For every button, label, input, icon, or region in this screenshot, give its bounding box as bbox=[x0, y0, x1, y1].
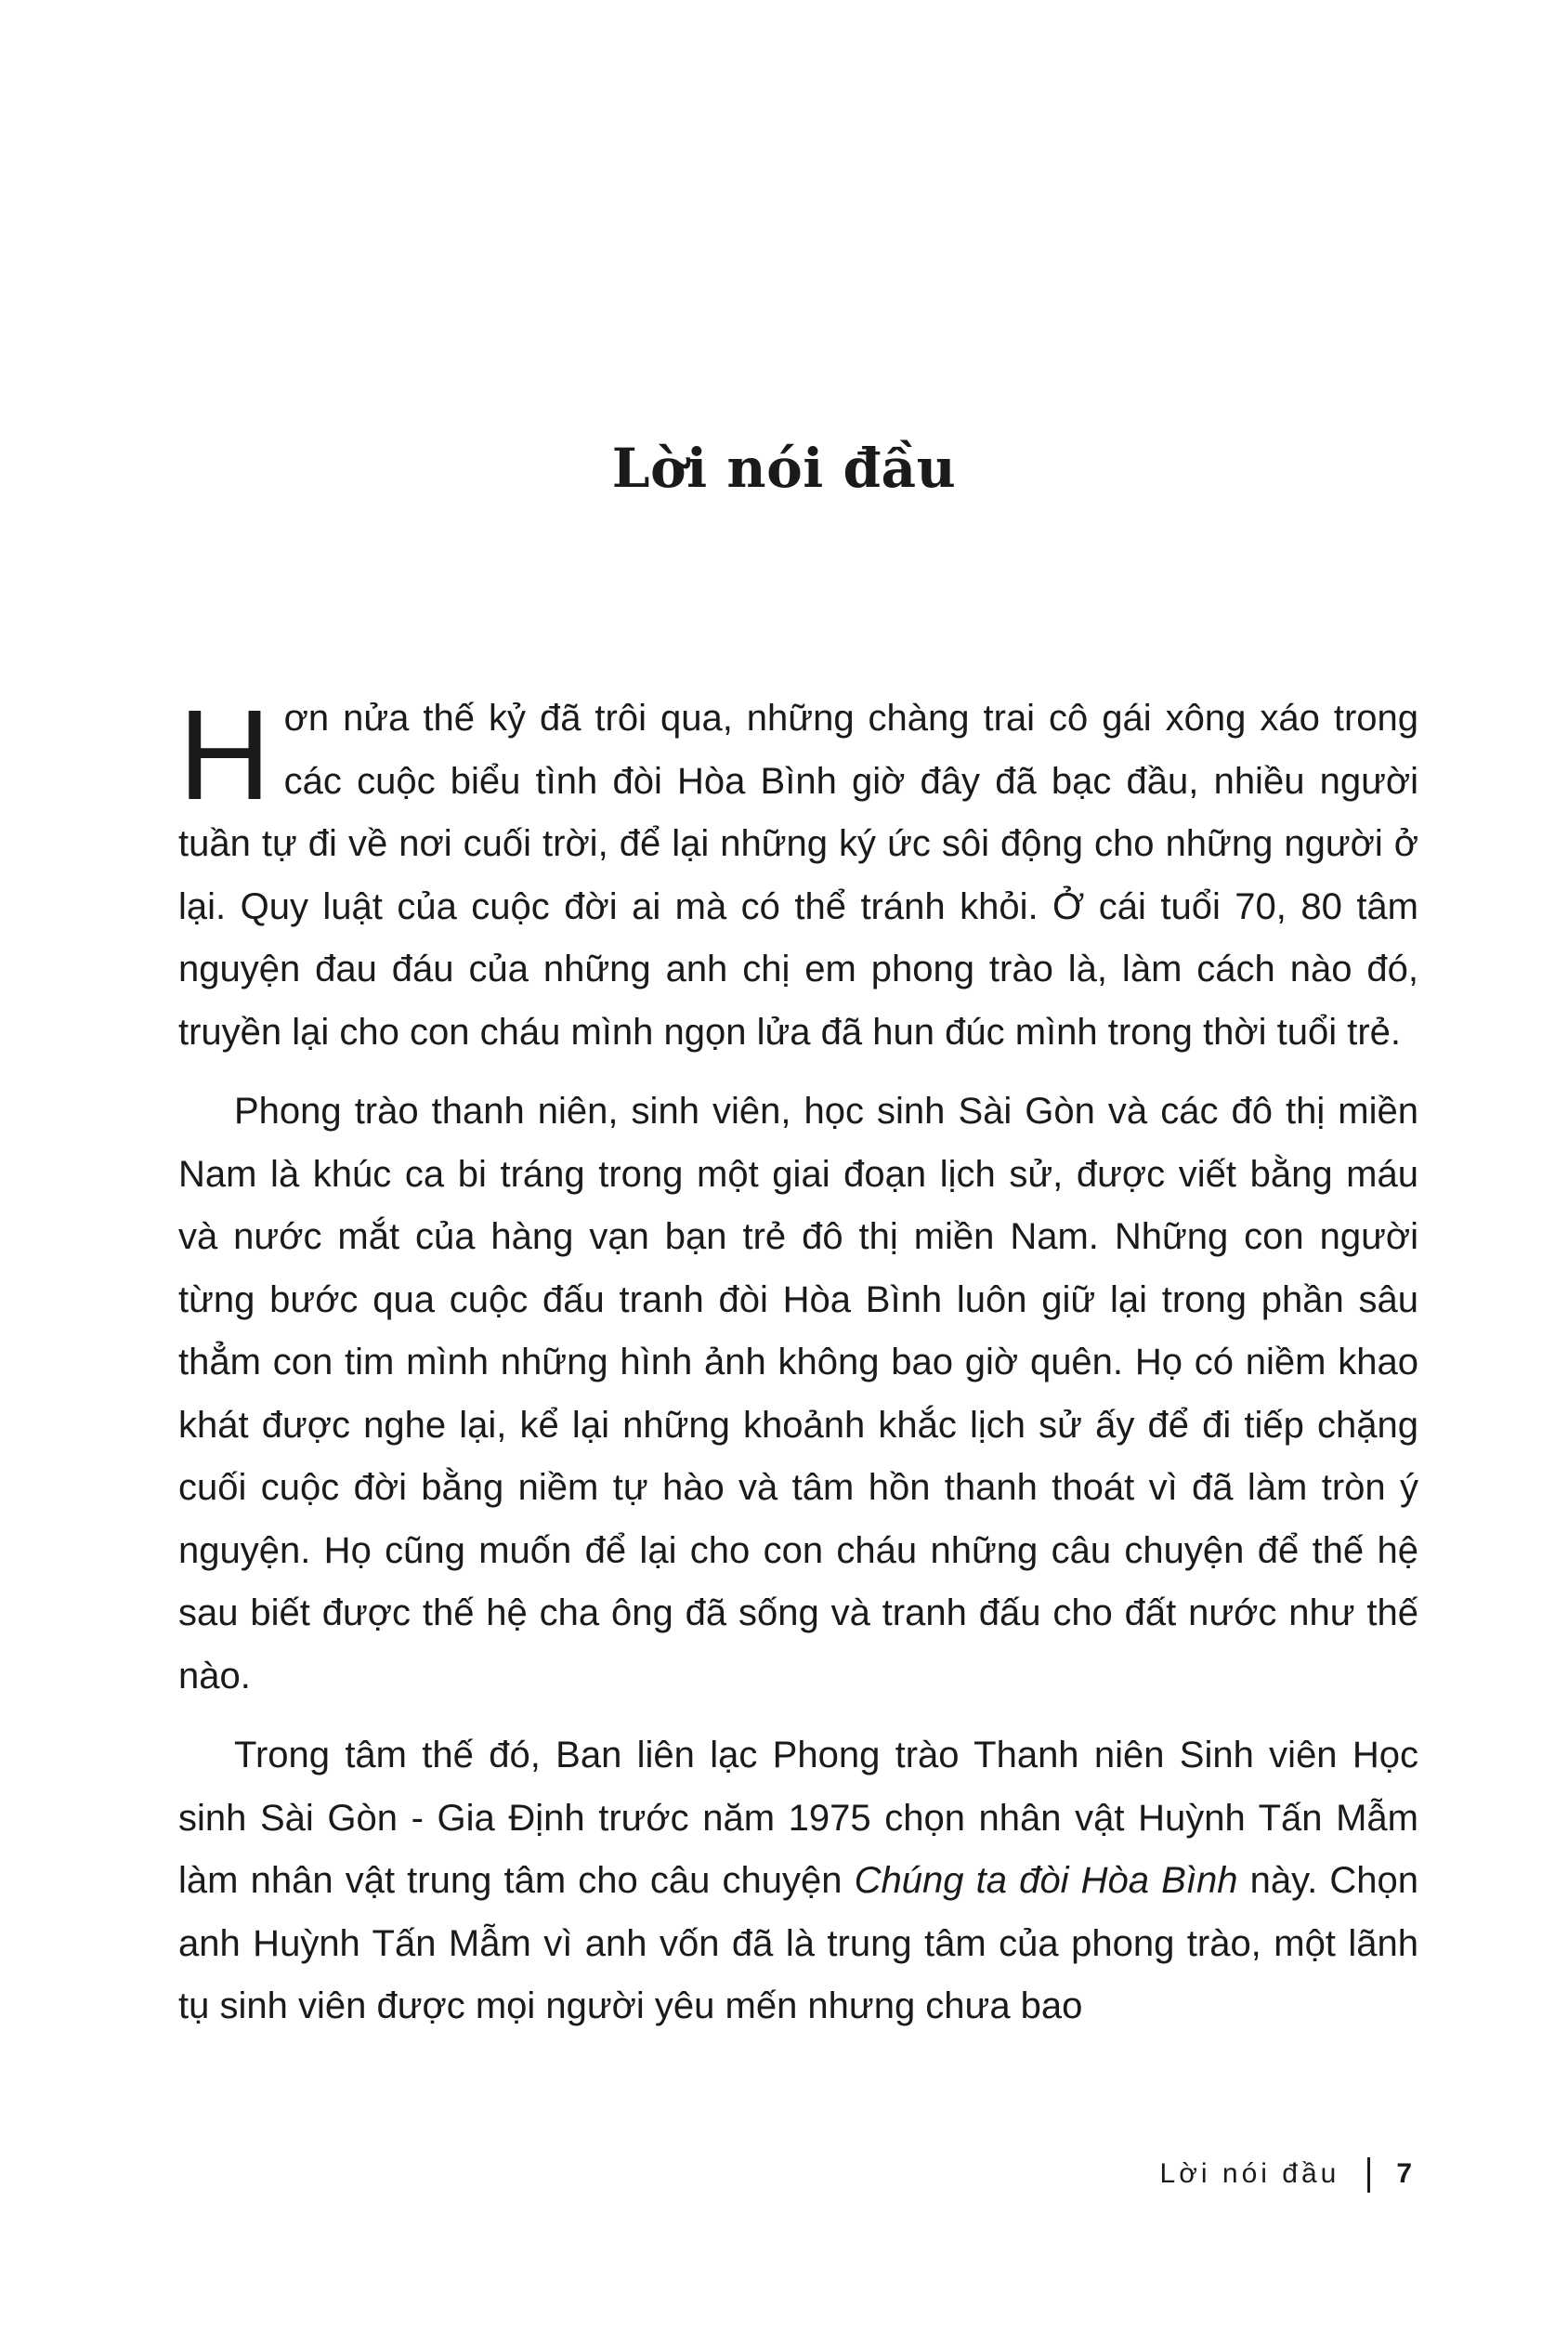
paragraph-3 bbox=[178, 1724, 1418, 2038]
drop-cap: H bbox=[178, 684, 271, 827]
running-head: Lời nói đầu bbox=[1159, 2157, 1340, 2189]
body-text bbox=[178, 684, 1418, 2055]
paragraph-3-text-before: Trong tâm thế đó, Ban liên lạc Phong trào Thanh niên Sinh viên Học sinh Sài Gòn - Gia Định trước năm 1975 chọn nhân vật Huỳnh Tấn Mẫm làm nhân vật trung tâm cho câu chuyện bbox=[178, 1735, 1418, 1901]
footer-separator bbox=[1367, 2157, 1370, 2193]
chapter-title: Lời nói đầu bbox=[611, 437, 957, 500]
paragraph-1-text: ơn nửa thế kỷ đã trôi qua, những chàng trai cô gái xông xáo trong các cuộc biểu tình đòi Hòa Bình giờ đây đã bạc đầu, nhiều người tuần tự đi về nơi cuối trời, để lại những ký ức sôi động cho những người ở lại. Quy luật của cuộc đời ai mà có thể tránh khỏi. Ở cái tuổi 70, 80 tâm nguyện đau đáu của những anh chị em phong trào là, làm cách nào đó, truyền lại cho con cháu mình ngọn lửa đã hun đúc mình trong thời tuổi trẻ. bbox=[178, 698, 1418, 1053]
page-footer bbox=[0, 2157, 1412, 2193]
paragraph-2: Phong trào thanh niên, sinh viên, học sinh Sài Gòn và các đô thị miền Nam là khúc ca bi tráng trong một giai đoạn lịch sử, được viết bằng máu và nước mắt của hàng vạn bạn trẻ đô thị miền Nam. Những con người từng bước qua cuộc đấu tranh đòi Hòa Bình luôn giữ lại trong phần sâu thẳm con tim mình những hình ảnh không bao giờ quên. Họ có niềm khao khát được nghe lại, kể lại những khoảnh khắc lịch sử ấy để đi tiếp chặng cuối cuộc đời bằng niềm tự hào và tâm hồn thanh thoát vì đã làm tròn ý nguyện. Họ cũng muốn để lại cho con cháu những câu chuyện để thế hệ sau biết được thế hệ cha ông đã sống và tranh đấu cho đất nước như thế nào. bbox=[178, 1091, 1418, 1697]
page-number: 7 bbox=[1396, 2157, 1412, 2189]
book-title-italic: Chúng ta đòi Hòa Bình bbox=[854, 1860, 1238, 1901]
paragraph-3-text-after: này. Chọn anh Huỳnh Tấn Mẫm vì anh vốn đã là trung tâm của phong trào, một lãnh tụ sinh viên được mọi người yêu mến nhưng chưa bao bbox=[178, 1860, 1418, 2026]
paragraph-1 bbox=[178, 684, 1418, 1064]
